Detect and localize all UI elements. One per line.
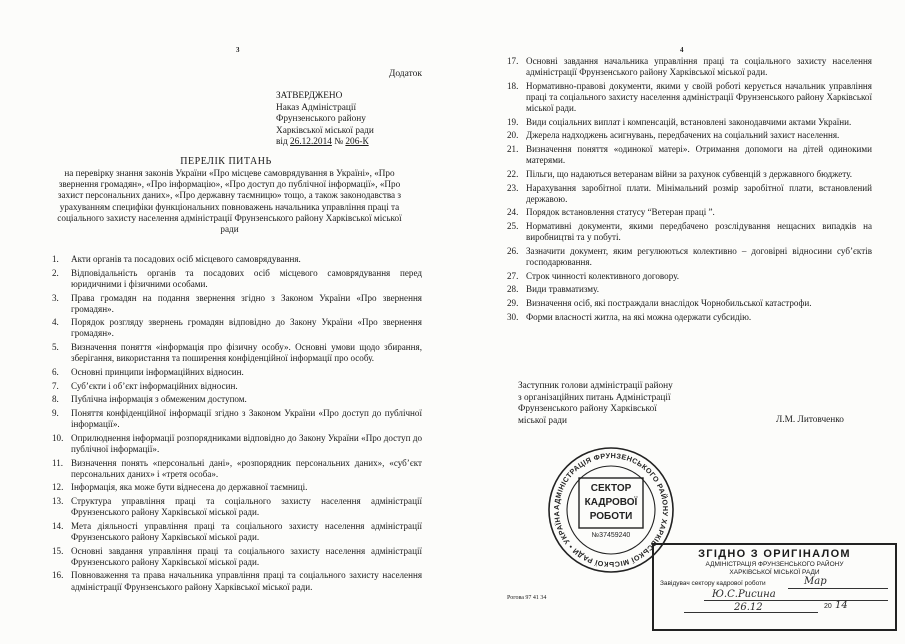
handwritten-year: 14 [835,600,848,611]
approval-block [276,91,374,149]
left-page [0,0,452,644]
question-item [52,293,422,315]
question-list-left [52,254,422,595]
document-subtitle: на перевірку знання законів України «Про місцеве самоврядування в Україні», «Про звернення громадян», «Про інформацію», «Про доступ до публічної інформації», «Про захист персональних даних», «Про державну таємницю» тощо, а також законодавства з урахуванням специфіки функціональних повноважень начальника управління праці та соціального захисту населення адміністрації Фрунзенського району Харківської міської ради [57,168,402,235]
seal-center-line-1: СЕКТОР [590,483,632,494]
question-item [507,183,872,205]
question-text: Поняття конфіденційної інформації згідно з Законом України «Про доступ до публічної інформації». [71,408,422,430]
document-title: ПЕРЕЛІК ПИТАНЬ [180,156,272,167]
print-code: Рогова 97 41 34 [507,595,547,601]
signature-block [518,381,673,427]
question-text: Відповідальність органів та посадових осіб місцевого самоврядування перед юридичними і фізичними особами. [71,267,422,289]
question-text: Визначення понять «персональні дані», «розпорядник персональних даних», «суб’єкт персональних даних» і «третя особа». [71,457,422,479]
question-item [507,130,872,141]
question-number: 1. [52,254,59,264]
question-item [507,144,872,166]
question-text: Оприлюднення інформації розпорядниками відповідно до Закону України «Про доступ до публічної інформації». [71,432,422,454]
question-text: Основні завдання управління праці та соціального захисту населення адміністрації Фрунзенського району Харківської міської ради. [71,545,422,567]
question-text: Форми власності житла, на які можна одержати субсидію. [526,311,752,322]
question-text: Порядок встановлення статусу “Ветеран праці ”. [526,207,715,218]
question-number: 9. [52,408,59,419]
approval-date-line [276,137,374,149]
question-text: Акти органів та посадових осіб місцевого самоврядування. [71,254,301,264]
approval-number-prefix: № [331,137,346,148]
approval-title: ЗАТВЕРДЖЕНО [276,91,343,101]
question-number: 22. [507,168,519,179]
approval-line-2: Фрунзенського району [276,114,366,125]
question-item [507,207,872,218]
question-text: Права громадян на подання звернення згідно з Законом України «Про звернення громадян». [71,292,422,314]
question-text: Структура управління праці та соціального захисту населення адміністрації Фрунзенського району Харківської міської ради. [71,496,422,518]
question-number: 18. [507,80,519,91]
question-item [52,496,422,518]
stamp-organization [654,561,895,576]
question-item [52,458,422,480]
question-number: 25. [507,221,519,232]
question-number: 28. [507,284,519,295]
stamp-sign-line [788,588,888,589]
question-number: 6. [52,366,59,377]
question-list-right [507,56,872,326]
stamp-org-line-1: АДМІНІСТРАЦІЯ ФРУНЗЕНСЬКОГО РАЙОНУ [705,561,844,568]
question-text: Визначення поняття «інформація про фізичну особу». Основні умови щодо збирання, зберігання, використання та поширення конфіденційної інформації про особу. [71,342,422,364]
question-text: Публічна інформація з обмеженим доступом. [71,394,247,405]
question-number: 5. [52,342,59,353]
question-text: Повноваження та права начальника управління праці та соціального захисту населення адміністрації Фрунзенського району Харківської міської ради. [71,570,422,592]
stamp-year-prefix: 20 [824,603,832,610]
approval-number: 206-К [345,137,369,148]
question-item [507,117,872,128]
question-number: 29. [507,298,519,309]
question-item [52,268,422,290]
stamp-title: ЗГІДНО З ОРИГІНАЛОМ [698,548,851,560]
question-text: Джерела надходжень асигнувань, передбачених на соціальний захист населення. [526,130,840,141]
question-number: 17. [507,56,519,66]
signature-line-2: з організаційних питань Адміністрації [518,392,671,403]
question-number: 30. [507,311,519,322]
question-item [507,169,872,180]
signature-line-1: Заступник голови адміністрації району [518,381,673,391]
question-item [507,81,872,114]
question-item [52,433,422,455]
question-text: Мета діяльності управління праці та соціального захисту населення адміністрації Фрунзенського району Харківської міської ради. [71,520,422,542]
signature-line-4: міської ради [518,415,567,426]
question-item [52,342,422,364]
question-item [52,367,422,378]
right-page [452,0,905,644]
stamp-name-line [704,600,888,601]
handwritten-date: 26.12 [734,602,763,613]
question-item [52,408,422,430]
seal-code: №37459240 [591,532,631,539]
question-text: Види соціальних виплат і компенсацій, встановлені законодавчими актами України. [526,116,852,127]
question-number: 10. [52,432,64,443]
signatory-name: Л.М. Литовченко [776,415,844,425]
question-item [52,317,422,339]
question-number: 13. [52,496,64,507]
question-number: 27. [507,270,519,281]
seal-ring-text: АДМІНІСТРАЦІЯ ФРУНЗЕНСЬКОГО РАЙОНУ ХАРКІВСЬКОЇ МІСЬКОЇ РАДИ • УКРАЇНА [551,450,671,570]
signature-line-3: Фрунзенського району Харківської [518,404,657,414]
question-text: Інформація, яка може бути віднесена до державної таємниці. [71,482,308,493]
question-text: Визначення поняття «одинокої матері». Отримання допомоги на дітей одинокими матерями. [526,144,872,166]
stamp-position: Завідувач сектору кадрової роботи [660,580,766,587]
question-number: 11. [52,457,64,468]
handwritten-name: Ю.С.Рисина [712,589,776,600]
approval-line-1: Наказ Адміністрації [276,102,357,113]
handwritten-signature: Мар [804,576,827,587]
question-text: Пільги, що надаються ветеранам війни за рахунок субвенцій з державного бюджету. [526,168,853,179]
question-number: 20. [507,130,519,141]
question-text: Основні принципи інформаційних відносин. [71,366,244,377]
addendum-label: Додаток [388,69,422,79]
question-number: 7. [52,380,59,391]
question-item [507,221,872,243]
seal-center-line-2: КАДРОВОЇ [584,497,638,508]
question-text: Строк чинності колективного договору. [526,270,680,281]
question-text: Нормативні документи, якими передбачено розслідування нещасних випадків на виробництві та у побуті. [526,221,872,243]
page-number-left: 3 [236,46,240,54]
question-number: 16. [52,570,64,581]
question-item [507,312,872,323]
question-item [52,570,422,592]
question-item [507,246,872,268]
question-number: 8. [52,394,59,405]
question-number: 3. [52,292,59,303]
question-item [52,482,422,493]
certified-copy-stamp [652,543,897,631]
question-number: 12. [52,482,64,493]
approval-line-3: Харківської міської ради [276,125,374,136]
question-item [52,546,422,568]
question-number: 4. [52,317,59,328]
question-item [52,521,422,543]
question-number: 21. [507,144,519,155]
question-number: 19. [507,116,519,127]
question-item [52,394,422,405]
approval-date-prefix: від [276,137,291,148]
question-text: Порядок розгляду звернень громадян відповідно до Закону України «Про звернення громадян». [71,317,422,339]
question-text: Види травматизму. [526,284,599,295]
question-item [52,381,422,392]
question-text: Визначення осіб, які постраждали внаслідок Чорнобильської катастрофи. [526,298,812,309]
question-text: Основні завдання начальника управління праці та соціального захисту населення адміністрації Фрунзенського району Харківської міської ради. [526,56,872,78]
question-item [507,271,872,282]
stamp-org-line-2: ХАРКІВСЬКОЇ МІСЬКОЇ РАДИ [729,568,820,576]
seal-center-line-3: РОБОТИ [589,511,633,522]
question-item [507,56,872,78]
question-number: 14. [52,520,64,531]
approval-date: 26.12.2014 [290,137,332,148]
question-number: 24. [507,207,519,218]
question-number: 26. [507,245,519,256]
question-text: Нарахування заробітної плати. Мінімальний розмір заробітної плати, встановлений державою. [526,182,872,204]
question-number: 23. [507,182,519,193]
question-number: 15. [52,545,64,556]
question-text: Суб’єкти і об’єкт інформаційних відносин. [71,380,238,391]
question-text: Нормативно-правові документи, якими у своїй роботі керується начальник управління праці та соціального захисту населення адміністрації Фрунзенського району Харківської міської ради. [526,80,872,113]
question-item [507,298,872,309]
question-item [507,284,872,295]
page-number-right: 4 [680,46,684,54]
question-number: 2. [52,267,59,278]
question-item [52,254,422,265]
question-text: Зазначити документ, яким регулюються колективно – договірні відносини суб’єктів господарювання. [526,245,872,267]
